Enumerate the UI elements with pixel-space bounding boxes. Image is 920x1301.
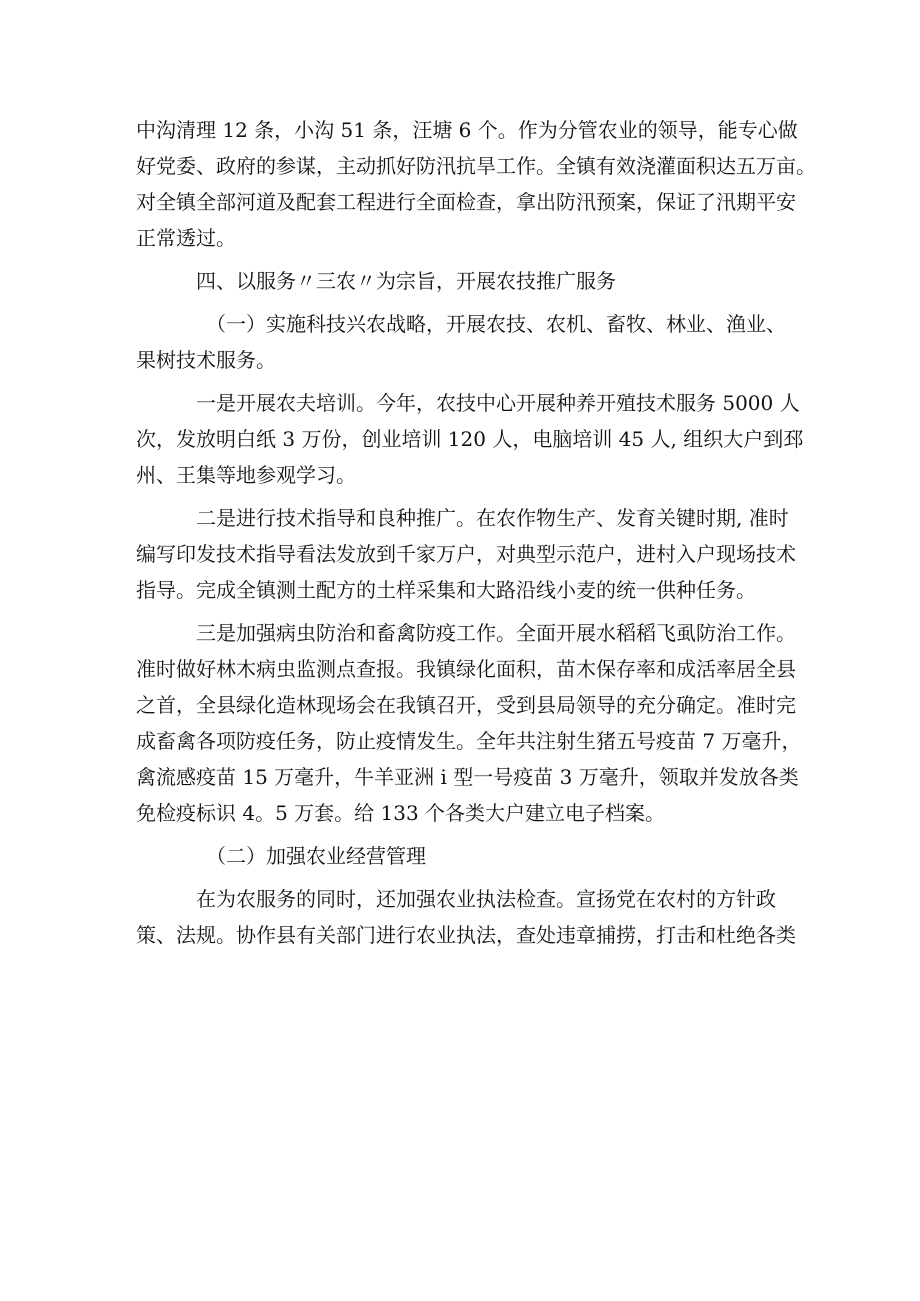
- paragraph-farmer-training: [136, 385, 804, 493]
- text-line: 中沟清理 12 条，小沟 51 条，汪塘 6 个。作为分管农业的领导，能专心做: [136, 118, 798, 142]
- paragraph-gap: [136, 831, 796, 838]
- subsection-heading-text: 果树技术服务。: [136, 348, 276, 372]
- paragraph-gap: [136, 256, 796, 263]
- text-line: 成畜禽各项防疫任务，防止疫情发生。全年共注射生猪五号疫苗 7 万毫升，: [136, 729, 802, 753]
- section-heading-text: 四、以服务〃三农〃为宗旨，开展农技推广服务: [196, 269, 616, 293]
- paragraph-gap: [136, 299, 796, 306]
- text-line: 策、法规。协作县有关部门进行农业执法，查处违章捕捞，打击和杜绝各类: [136, 923, 796, 947]
- subsection-heading-text: （二）加强农业经营管理: [206, 844, 426, 868]
- text-line: 准时做好林木病虫监测点查报。我镇绿化面积，苗木保存率和成活率居全县: [136, 657, 796, 681]
- text-line: 之首，全县绿化造林现场会在我镇召开，受到县局领导的充分确定。准时完: [136, 693, 796, 717]
- text-line: 次，发放明白纸 3 万份，创业培训 120 人，电脑培训 45 人, 组织大户到邳: [136, 427, 804, 451]
- text-line: 免检疫标识 4。5 万套。给 133 个各类大户建立电子档案。: [136, 801, 666, 825]
- section-heading-four: [136, 263, 796, 299]
- document-body: [136, 112, 816, 953]
- paragraph-gap: [136, 608, 796, 615]
- text-line: 州、王集等地参观学习。: [136, 463, 356, 487]
- paragraph-technical-guidance: [136, 500, 796, 608]
- text-line: 指导。完成全镇测土配方的土样采集和大路沿线小麦的统一供种任务。: [136, 578, 756, 602]
- text-line: 三是加强病虫防治和畜禽防疫工作。全面开展水稻稻飞虱防治工作。: [196, 621, 796, 645]
- paragraph-flood-control: [136, 112, 816, 256]
- text-line: 二是进行技术指导和良种推广。在农作物生产、发育关键时期, 准时: [196, 506, 789, 530]
- paragraph-gap: [136, 378, 796, 385]
- paragraph-gap: [136, 493, 796, 500]
- subsection-heading-one: [136, 306, 796, 378]
- text-line: 编写印发技术指导看法发放到千家万户，对典型示范户，进村入户现场技术: [136, 542, 796, 566]
- text-line: 禽流感疫苗 15 万毫升，牛羊亚洲 i 型一号疫苗 3 万毫升，领取并发放各类: [136, 765, 799, 789]
- subsection-heading-text: （一）实施科技兴农战略，开展农技、农机、畜牧、林业、渔业、: [206, 312, 786, 336]
- paragraph-pest-control: [136, 615, 802, 831]
- text-line: 一是开展农夫培训。今年，农技中心开展种养开殖技术服务 5000 人: [196, 391, 800, 415]
- text-line: 对全镇全部河道及配套工程进行全面检查，拿出防汛预案，保证了汛期平安: [136, 190, 796, 214]
- text-line: 在为农服务的同时，还加强农业执法检查。宣扬党在农村的方针政: [196, 887, 776, 911]
- paragraph-gap: [136, 874, 796, 881]
- paragraph-law-enforcement: [136, 881, 796, 953]
- text-line: 好党委、政府的参谋，主动抓好防汛抗旱工作。全镇有效浇灌面积达五万亩。: [136, 154, 816, 178]
- text-line: 正常透过。: [136, 226, 236, 250]
- subsection-heading-two: [136, 838, 796, 874]
